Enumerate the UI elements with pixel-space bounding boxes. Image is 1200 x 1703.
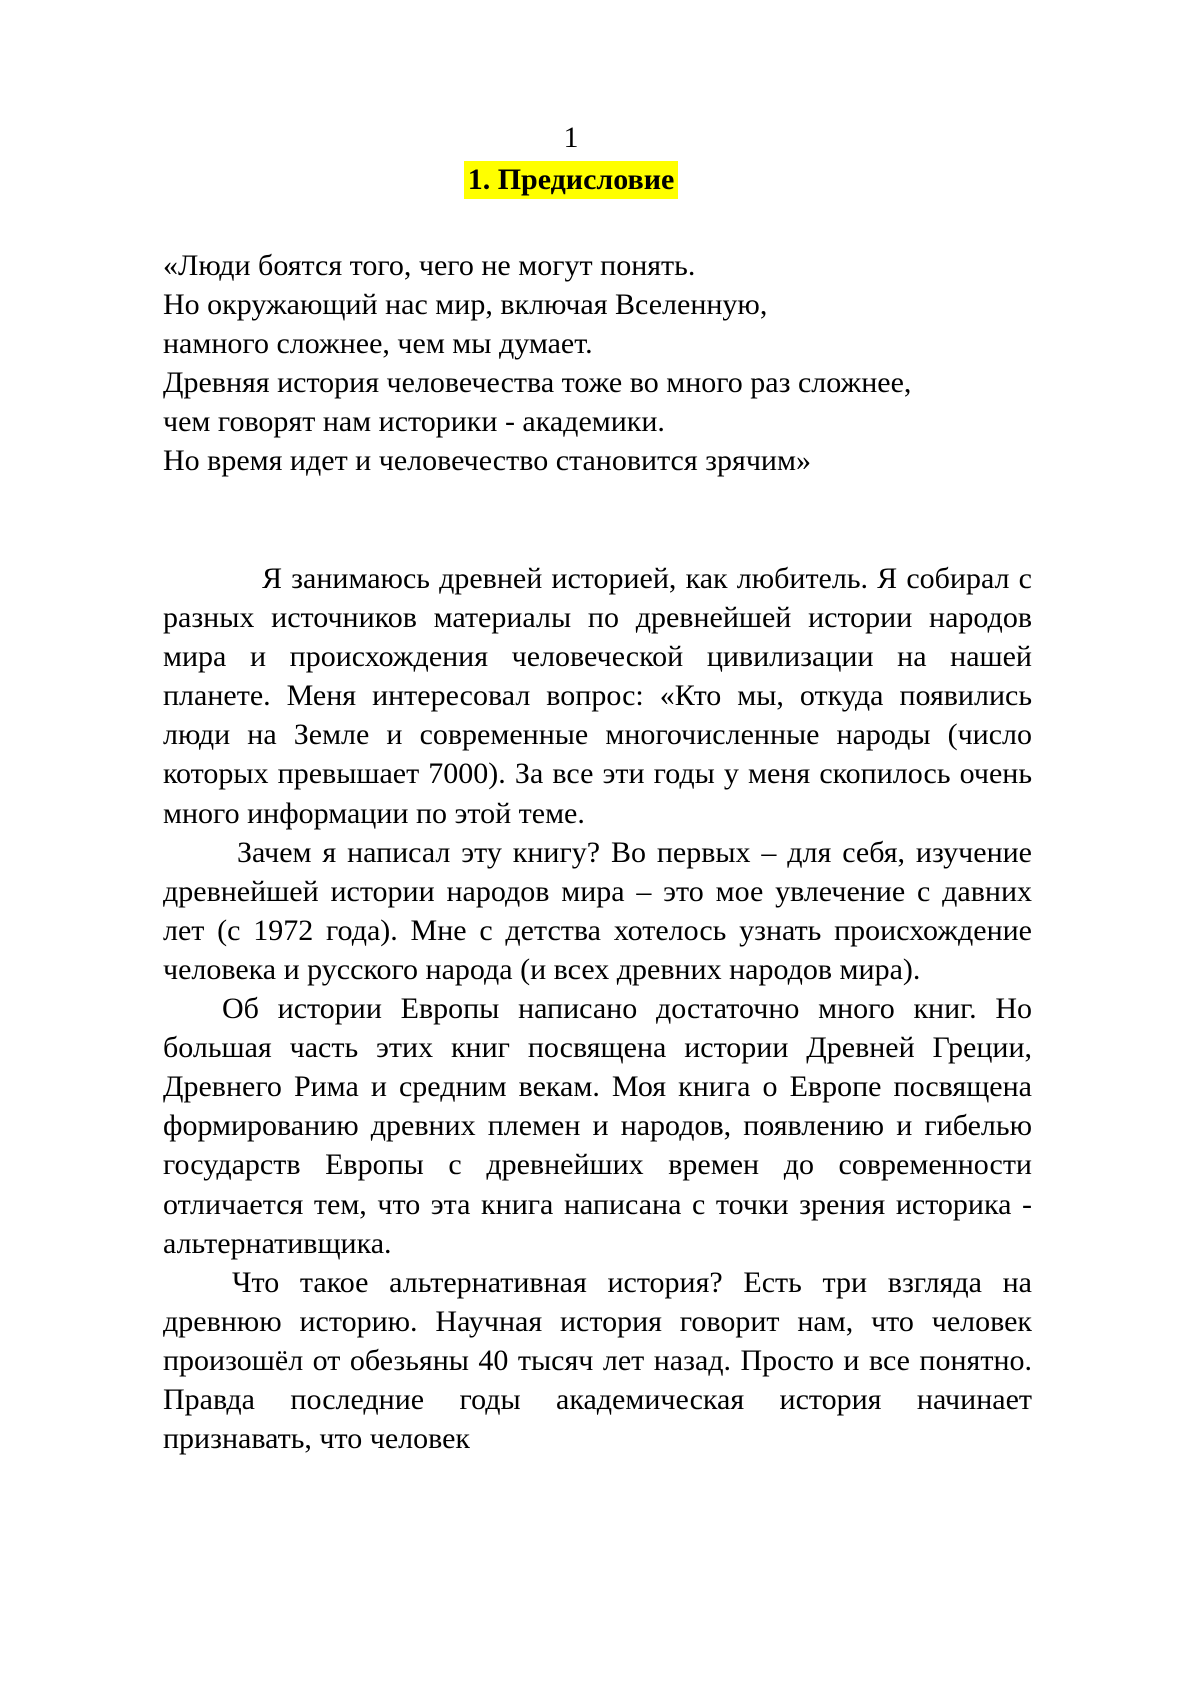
epigraph-line: Древняя история человечества тоже во много раз сложнее, bbox=[163, 366, 912, 399]
body-text bbox=[163, 559, 1032, 1458]
page-number: 1 bbox=[563, 121, 579, 154]
heading-container bbox=[0, 161, 1142, 199]
epigraph-line: намного сложнее, чем мы думает. bbox=[163, 327, 593, 360]
epigraph-line: Но окружающий нас мир, включая Вселенную, bbox=[163, 288, 768, 321]
epigraph-line: Но время идет и человечество становится зрячим» bbox=[163, 444, 811, 477]
epigraph bbox=[163, 246, 1063, 480]
body-paragraph: Я занимаюсь древней историей, как любитель. Я собирал с разных источников материалы по древнейшей истории народов мира и происхождения человеческой цивилизации на нашей планете. Меня интересовал вопрос: «Кто мы, откуда появились люди на Земле и современные многочисленные народы (число которых превышает 7000). За все эти годы у меня скопилось очень много информации по этой теме. bbox=[163, 562, 1032, 830]
body-paragraph: Об истории Европы написано достаточно много книг. Но большая часть этих книг посвящена истории Древней Греции, Древнего Рима и средним векам. Моя книга о Европе посвящена формированию древних племен и народов, появлению и гибелью государств Европы с древнейших времен до современности отличается тем, что эта книга написана с точки зрения историка - альтернативщика. bbox=[163, 992, 1032, 1260]
epigraph-line: «Люди боятся того, чего не могут понять. bbox=[163, 249, 696, 282]
body-paragraph: Зачем я написал эту книгу? Во первых – для себя, изучение древнейшей истории народов мира – это мое увлечение с давних лет (с 1972 года). Мне с детства хотелось узнать происхождение человека и русского народа (и всех древних народов мира). bbox=[163, 835, 1032, 986]
section-heading: 1. Предисловие bbox=[464, 161, 679, 199]
body-paragraph: Что такое альтернативная история? Есть три взгляда на древнюю историю. Научная история говорит нам, что человек произошёл от обезьяны 40 тысяч лет назад. Просто и все понятно. Правда последние годы академическая история начинает признавать, что человек bbox=[163, 1265, 1032, 1456]
epigraph-line: чем говорят нам историки - академики. bbox=[163, 405, 665, 438]
